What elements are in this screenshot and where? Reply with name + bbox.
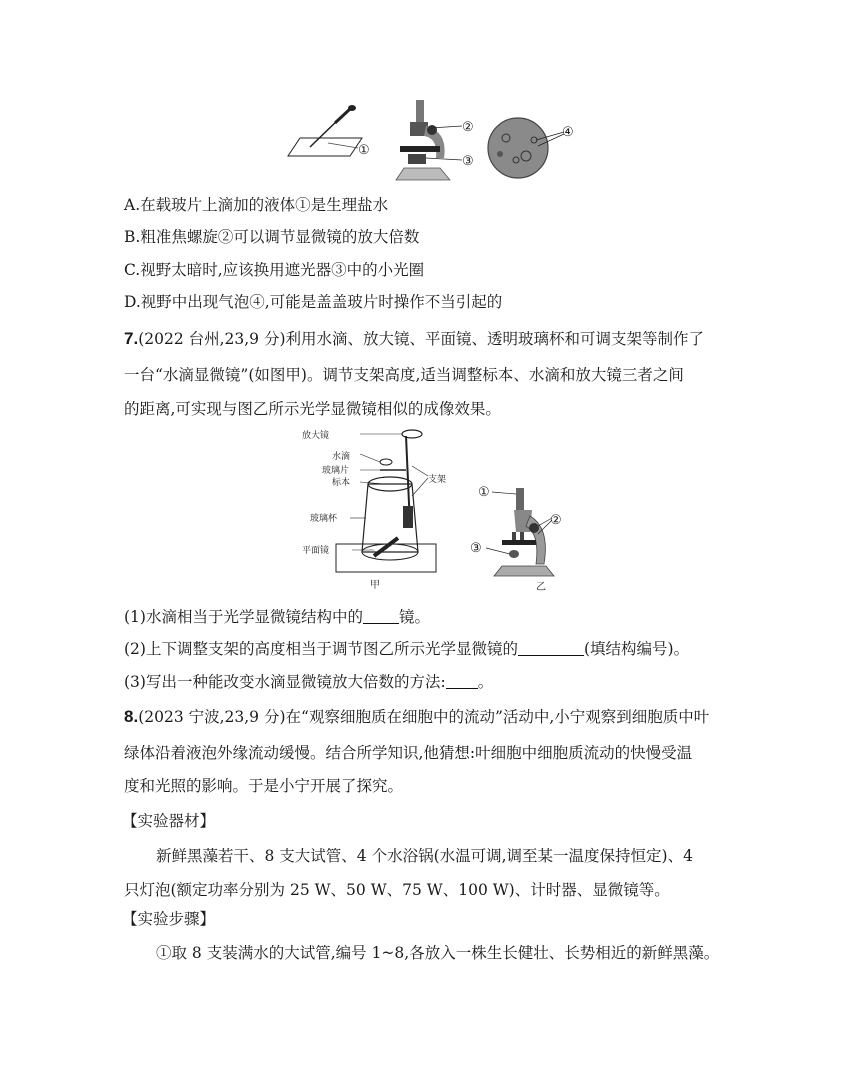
step-1: ①取 8 支装满水的大试管,编号 1~8,各放入一株生长健壮、长势相近的新鲜黑藻。 [156, 944, 720, 962]
label-3: ③ [462, 154, 474, 169]
q7-line-1 [124, 328, 704, 350]
q7-sub3-text: (3)写出一种能改变水滴显微镜放大倍数的方法: [124, 673, 446, 691]
label-1: ① [358, 143, 370, 158]
q7-sub2 [124, 638, 689, 660]
figure-yi [466, 478, 576, 596]
top-figure [280, 96, 590, 188]
microscope-drawing [396, 100, 474, 180]
blank-2 [518, 639, 584, 656]
label-2: ② [462, 120, 474, 135]
q8-line-1 [124, 706, 709, 728]
label-zhijia: 支架 [428, 475, 447, 485]
label-boli-pian: 玻璃片 [322, 466, 350, 476]
materials-line-2: 只灯泡(额定功率分别为 25 W、50 W、75 W、100 W)、计时器、显微镜等。 [124, 881, 670, 899]
q7-text-1: (2022 台州,23,9 分)利用水滴、放大镜、平面镜、透明玻璃杯和可调支架等制作了 [138, 330, 705, 348]
q7-number: 7. [124, 329, 139, 348]
q7-sub3 [124, 671, 493, 693]
q7-line-2: 一台“水滴显微镜”(如图甲)。调节支架高度,适当调整标本、水滴和放大镜三者之间 [124, 366, 684, 384]
heading-materials: 【实验器材】 [122, 812, 216, 830]
label-4: ④ [562, 125, 574, 140]
blank-3 [446, 672, 478, 689]
label-bolibei: 玻璃杯 [310, 514, 338, 524]
blank-1 [363, 607, 399, 624]
field-of-view-drawing [488, 118, 574, 178]
q7-sub2-end: (填结构编号)。 [583, 640, 690, 658]
q7-sub1 [124, 606, 430, 628]
heading-steps: 【实验步骤】 [122, 910, 216, 928]
caption-yi: 乙 [536, 582, 546, 593]
q8-number: 8. [124, 707, 139, 726]
q7-sub2-text: (2)上下调整支架的高度相当于调节图乙所示光学显微镜的 [124, 640, 518, 658]
yi-label-3: ③ [470, 541, 482, 556]
yi-label-1: ① [478, 485, 490, 500]
yi-label-2: ② [550, 513, 562, 528]
label-fangdajing: 放大镜 [302, 431, 330, 441]
option-b: B.粗准焦螺旋②可以调节显微镜的放大倍数 [124, 228, 420, 246]
q7-sub3-end: 。 [477, 673, 494, 691]
option-a: A.在载玻片上滴加的液体①是生理盐水 [124, 196, 389, 214]
q7-sub1-text: (1)水滴相当于光学显微镜结构中的 [124, 608, 363, 626]
figure-jia [300, 426, 450, 594]
materials-line-1: 新鲜黑藻若干、8 支大试管、4 个水浴锅(水温可调,调至某一温度保持恒定)、4 [156, 847, 693, 865]
label-biaoben: 标本 [332, 478, 351, 488]
q8-line-2: 绿体沿着液泡外缘流动缓慢。结合所学知识,他猜想:叶细胞中细胞质流动的快慢受温 [124, 744, 693, 762]
q7-line-3: 的距离,可实现与图乙所示光学显微镜相似的成像效果。 [124, 400, 501, 418]
q8-line-3: 度和光照的影响。于是小宁开展了探究。 [124, 777, 404, 795]
slide-dropper-drawing [288, 105, 370, 158]
caption-jia: 甲 [370, 580, 380, 591]
option-c: C.视野太暗时,应该换用遮光器③中的小光圈 [124, 261, 425, 279]
q7-sub1-end: 镜。 [398, 608, 430, 626]
label-shuidi: 水滴 [332, 452, 351, 462]
label-pingmianjing: 平面镜 [302, 546, 330, 556]
q8-text-1: (2023 宁波,23,9 分)在“观察细胞质在细胞中的流动”活动中,小宁观察到细胞质中叶 [138, 708, 710, 726]
option-d: D.视野中出现气泡④,可能是盖盖玻片时操作不当引起的 [124, 293, 503, 311]
